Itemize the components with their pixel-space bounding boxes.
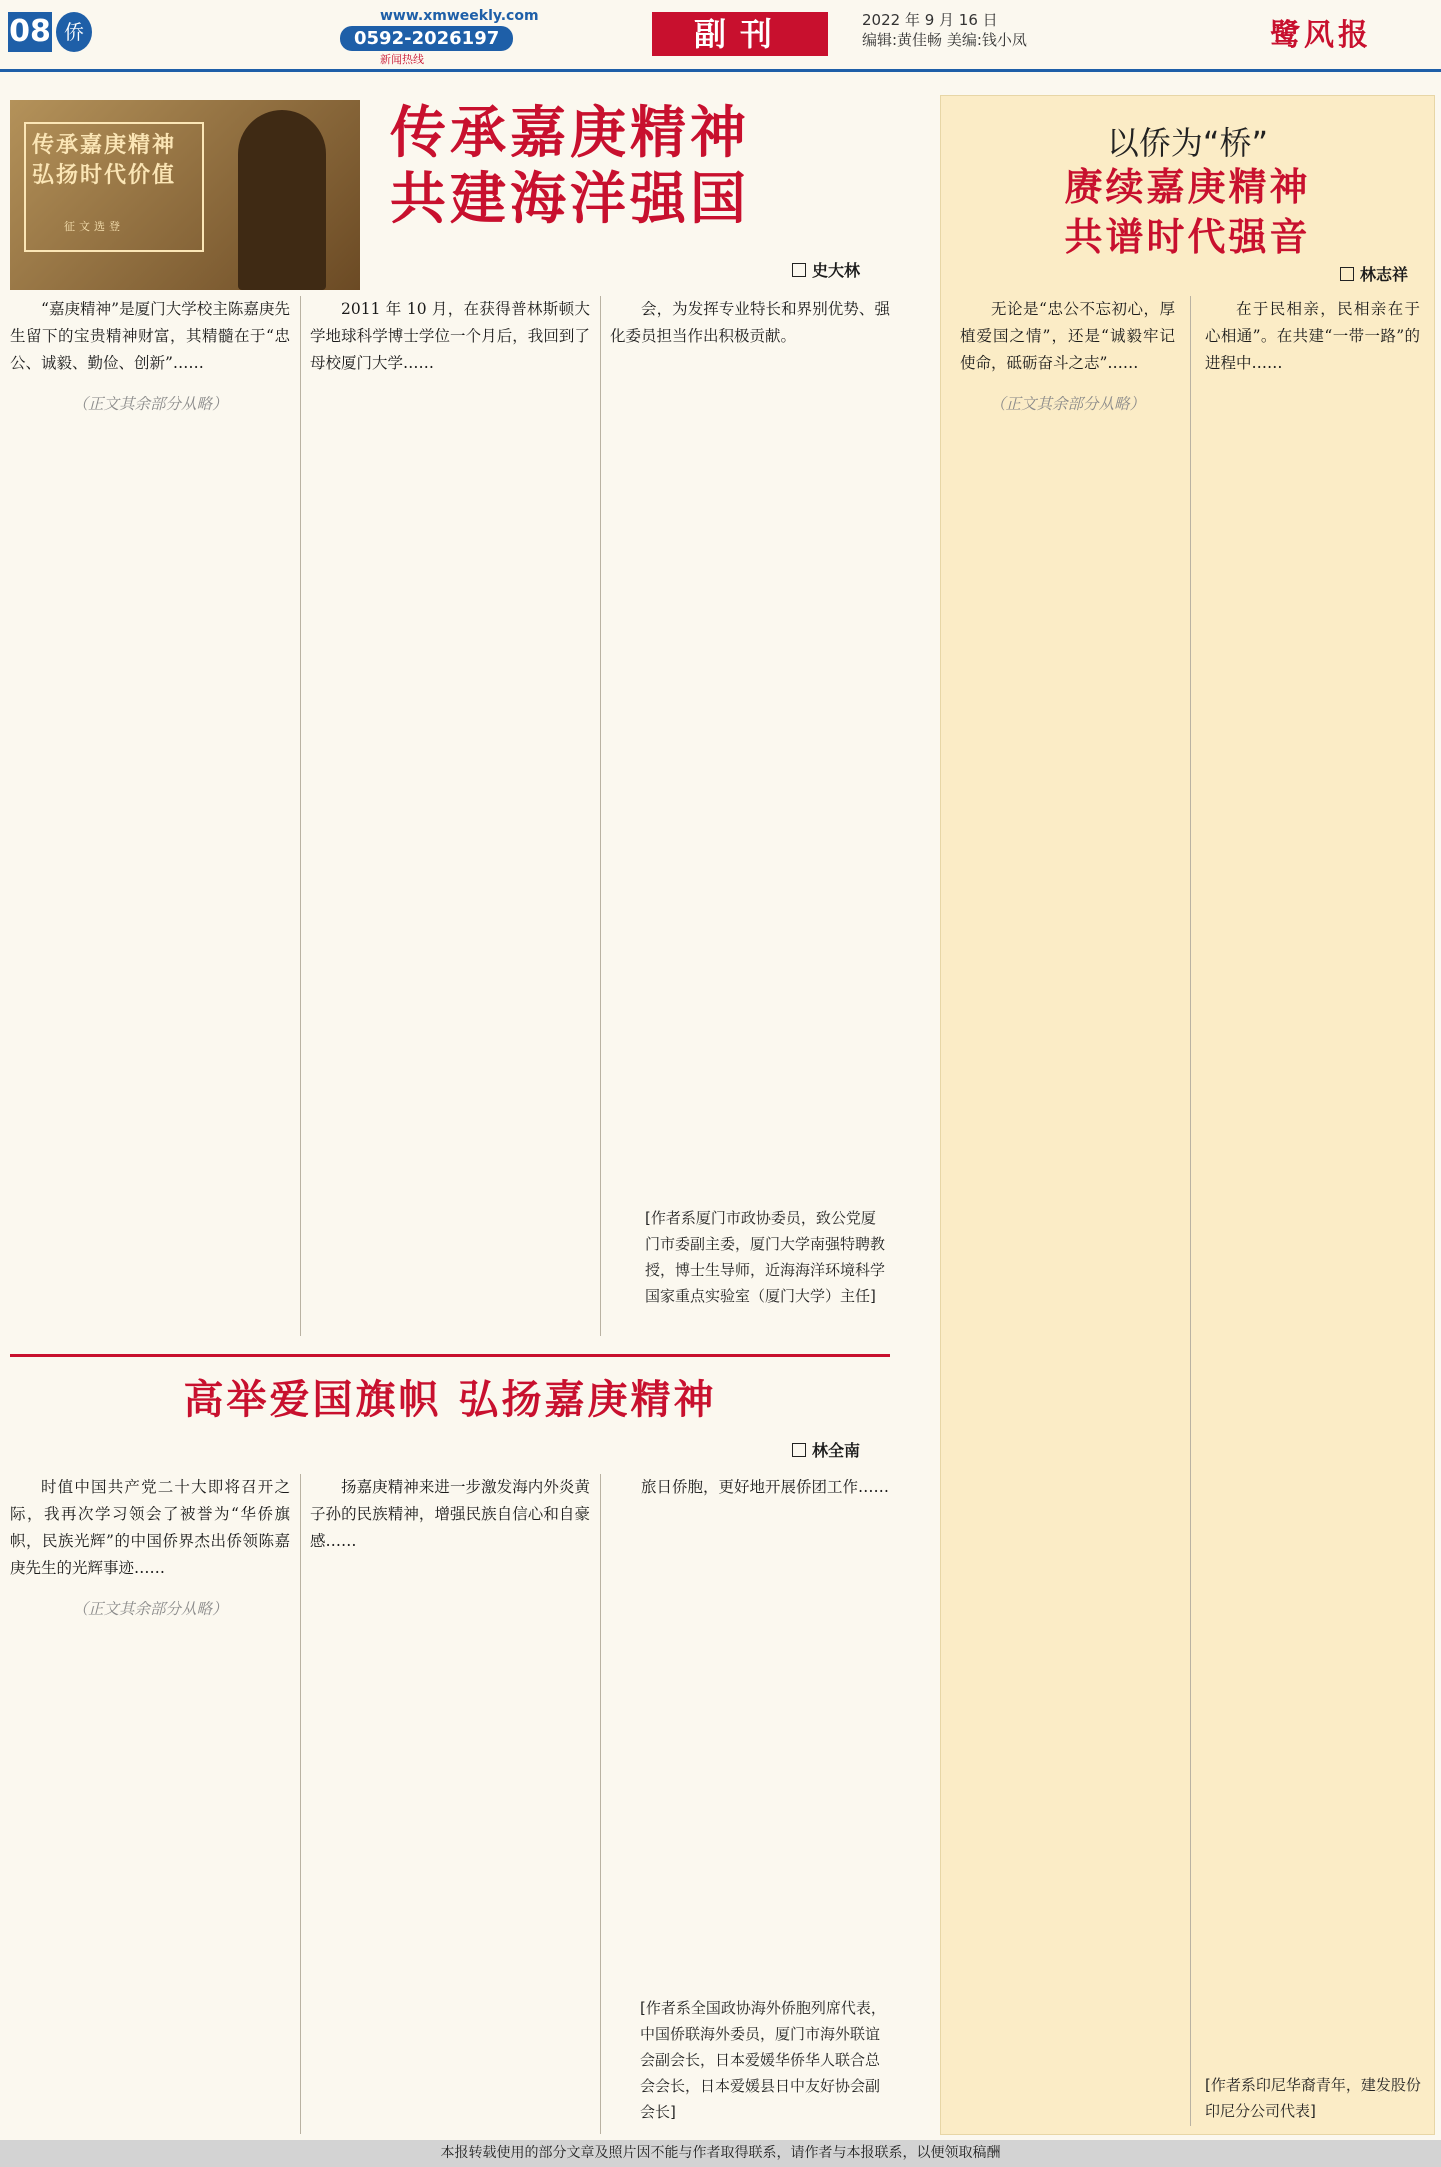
article2-author-note: [作者系全国政协海外侨胞列席代表，中国侨联海外委员，厦门市海外联谊会副会长，日本爱媛华侨华人联合总会会长，日本爱媛县日中友好协会副会长] bbox=[640, 1999, 886, 2121]
hotline-tag: 新闻热线 bbox=[380, 53, 424, 66]
article3-col1-text: 无论是“忠公不忘初心，厚植爱国之情”，还是“诚毅牢记使命，砥砺奋斗之志”…… bbox=[960, 300, 1175, 372]
section-badge-icon: 侨 bbox=[56, 12, 92, 52]
article2-headline: 高举爱国旗帜 弘扬嘉庚精神 bbox=[183, 1376, 717, 1423]
article2-column-2 bbox=[310, 1474, 590, 1555]
article1-col2-text: 2011 年 10 月，在获得普林斯顿大学地球科学博士学位一个月后，我回到了母校厦门大学…… bbox=[310, 300, 590, 372]
issue-editors: 编辑:黄佳畅 美编:钱小凤 bbox=[862, 31, 1027, 49]
article1-column-2 bbox=[310, 296, 590, 377]
article3-column-2 bbox=[1205, 296, 1420, 377]
section-divider bbox=[10, 1354, 890, 1357]
article2-col1-text: 时值中国共产党二十大即将召开之际，我再次学习领会了被誉为“华侨旗帜，民族光辉”的中国侨界杰出侨领陈嘉庚先生的光辉事迹…… bbox=[10, 1478, 290, 1577]
paper-logo: 鹭风报 bbox=[1270, 18, 1372, 53]
article1-column-3 bbox=[610, 296, 890, 350]
article1-column-1 bbox=[10, 296, 290, 418]
article1-byline: 史大林 bbox=[792, 258, 860, 281]
article3-headline-line1: 赓续嘉庚精神 bbox=[1064, 164, 1311, 209]
article3-byline: 林志祥 bbox=[1340, 262, 1408, 285]
page-number: 08 bbox=[8, 12, 52, 52]
issue-date: 2022 年 9 月 16 日 bbox=[862, 11, 998, 29]
article2-column-3 bbox=[610, 1474, 890, 1501]
article2-col2-text: 扬嘉庚精神来进一步激发海内外炎黄子孙的民族精神，增强民族自信心和自豪感…… bbox=[310, 1478, 590, 1550]
article2-omitted-note: （正文其余部分从略） bbox=[72, 1600, 228, 1618]
column-divider bbox=[600, 296, 601, 1336]
column-divider bbox=[1190, 296, 1191, 2126]
article3-kicker: 以侨为“桥” bbox=[1106, 124, 1269, 162]
badge-title-line2: 弘扬时代价值 bbox=[32, 162, 177, 188]
article1-headline-line2: 共建海洋强国 bbox=[390, 166, 750, 232]
badge-title-line1: 传承嘉庚精神 bbox=[32, 132, 177, 158]
article1-col3-text: 会，为发挥专业特长和界别优势、强化委员担当作出积极贡献。 bbox=[610, 300, 890, 345]
article3-headline-line2: 共谱时代强音 bbox=[1064, 214, 1311, 259]
badge-title bbox=[32, 130, 176, 190]
article3-headline bbox=[940, 162, 1435, 262]
article2-col3-text: 旅日侨胞，更好地开展侨团工作…… bbox=[641, 1478, 890, 1496]
article1-omitted-note: （正文其余部分从略） bbox=[72, 395, 228, 413]
article2-column-1 bbox=[10, 1474, 290, 1623]
section-label: 副刊 bbox=[652, 12, 828, 56]
badge-caption: 征文选登 bbox=[64, 220, 124, 233]
article3-column-1 bbox=[960, 296, 1175, 418]
article3-omitted-note: （正文其余部分从略） bbox=[989, 395, 1145, 413]
article2-byline: 林全南 bbox=[792, 1438, 860, 1461]
article3-author-note: [作者系印尼华裔青年，建发股份印尼分公司代表] bbox=[1205, 2076, 1421, 2120]
hotline-number: 0592-2026197 bbox=[340, 26, 513, 51]
article1-headline-line1: 传承嘉庚精神 bbox=[390, 100, 750, 166]
hotline-box bbox=[340, 8, 590, 64]
footer-notice: 本报转载使用的部分文章及照片因不能与作者取得联系，请作者与本报联系，以便领取稿酬 bbox=[0, 2140, 1441, 2167]
column-divider bbox=[300, 1474, 301, 2134]
article1-author-note: [作者系厦门市政协委员，致公党厦门市委副主委，厦门大学南强特聘教授，博士生导师，近海海洋环境科学国家重点实验室（厦门大学）主任] bbox=[645, 1209, 886, 1305]
essay-contest-badge bbox=[10, 100, 360, 290]
website-link[interactable]: www.xmweekly.com bbox=[380, 8, 539, 24]
article1-col1-text: “嘉庚精神”是厦门大学校主陈嘉庚先生留下的宝贵精神财富，其精髓在于“忠公、诚毅、勤俭、创新”…… bbox=[10, 300, 290, 372]
column-divider bbox=[300, 296, 301, 1336]
column-divider bbox=[600, 1474, 601, 2134]
article3-col2-text: 在于民相亲，民相亲在于心相通”。在共建“一带一路”的进程中…… bbox=[1205, 300, 1420, 372]
statue-photo bbox=[238, 110, 326, 290]
issue-info bbox=[862, 10, 1027, 50]
article1-headline bbox=[370, 100, 770, 232]
masthead bbox=[0, 0, 1441, 72]
